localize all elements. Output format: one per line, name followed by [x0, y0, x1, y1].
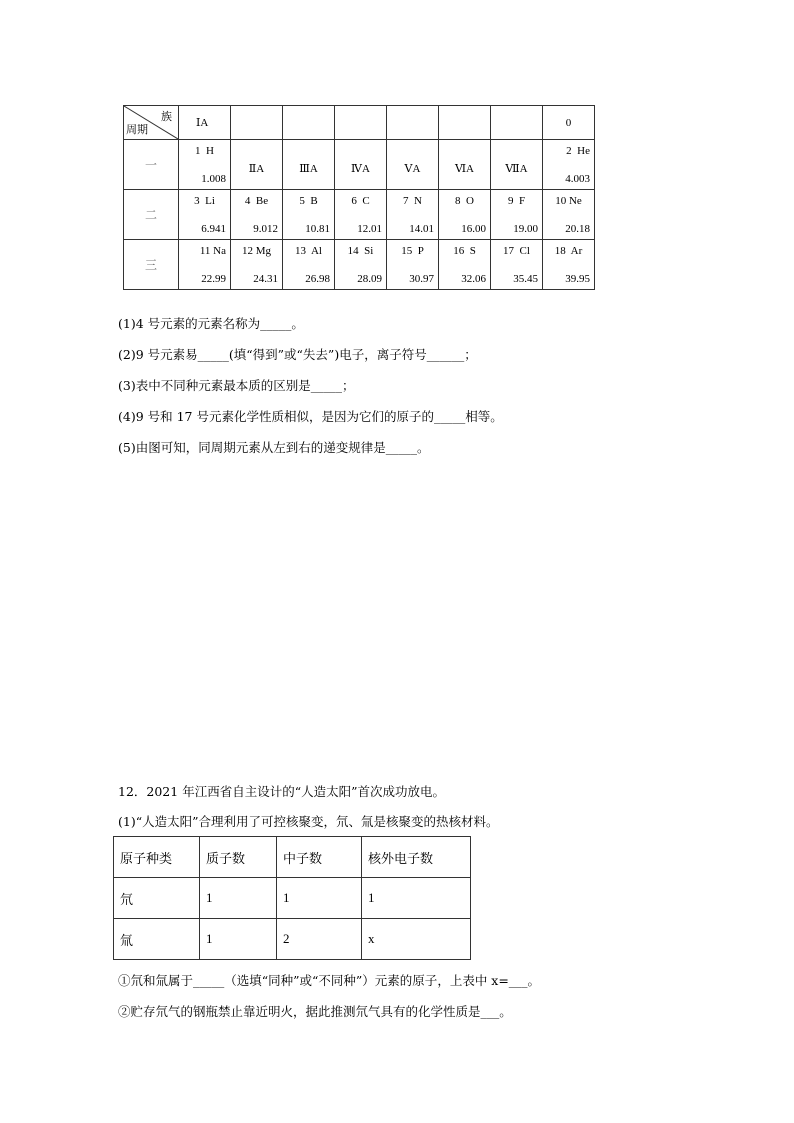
question-11-2: (2)9 号元素易_____(填“得到”或“失去”)电子，离子符号______； [118, 347, 477, 362]
group-header [439, 106, 491, 140]
element-cell [179, 140, 231, 190]
table-row [114, 919, 471, 960]
corner-group-label: 族 [161, 111, 172, 123]
group-cell [439, 140, 491, 190]
element-label: 17 Cl [503, 245, 530, 257]
question-12-item1: ①氘和氚属于_____（选填“同种”或“不同种”）元素的原子，上表中 x=___。 [118, 973, 541, 988]
element-label: 4 Be [244, 195, 269, 207]
isotope-table [113, 836, 471, 960]
element-cell [335, 190, 387, 240]
question-12-item2: ②贮存氘气的钢瓶禁止靠近明火，据此推测氘气具有的化学性质是___。 [118, 1004, 512, 1019]
element-label: 2 He [566, 145, 590, 157]
table-header-cell: 原子种类 [114, 837, 200, 878]
element-mass: 39.95 [565, 273, 590, 285]
element-label: 1 H [195, 145, 214, 157]
element-label: 5 B [299, 195, 318, 207]
element-mass: 1.008 [201, 173, 226, 185]
element-cell [179, 240, 231, 290]
group-label: ⅥA [454, 163, 474, 175]
element-label: 9 F [507, 195, 526, 207]
group-cell [283, 140, 335, 190]
element-label: 6 C [351, 195, 370, 207]
group-label: ⅢA [299, 163, 318, 175]
element-label: 16 S [453, 245, 476, 257]
question-12-sub1: (1)“人造太阳”合理利用了可控核聚变，氘、氚是核聚变的热核材料。 [118, 814, 499, 829]
group-header [491, 106, 543, 140]
element-cell [543, 240, 595, 290]
period-label: 三 [124, 240, 179, 290]
table-cell: 1 [200, 919, 277, 960]
element-mass: 32.06 [461, 273, 486, 285]
corner-period-label: 周期 [126, 124, 148, 136]
element-mass: 12.01 [357, 223, 382, 235]
group-cell [335, 140, 387, 190]
group-label: ⅦA [505, 163, 528, 175]
element-label: 3 Li [194, 195, 215, 207]
element-cell [491, 190, 543, 240]
element-label: 15 P [401, 245, 424, 257]
element-cell [387, 240, 439, 290]
element-mass: 24.31 [253, 273, 278, 285]
element-label: 11 Na [199, 245, 226, 257]
element-label: 8 O [455, 195, 474, 207]
element-label: 7 N [403, 195, 422, 207]
table-cell: 氘 [114, 878, 200, 919]
table-row [114, 878, 471, 919]
element-cell [543, 190, 595, 240]
element-cell [231, 240, 283, 290]
periodic-table [123, 105, 595, 290]
element-cell [543, 140, 595, 190]
group-header [283, 106, 335, 140]
table-cell: 1 [200, 878, 277, 919]
element-cell [335, 240, 387, 290]
question-11-1: (1)4 号元素的元素名称为_____。 [118, 316, 304, 331]
element-mass: 9.012 [253, 223, 278, 235]
table-cell: x [362, 919, 471, 960]
element-cell [439, 240, 491, 290]
element-cell [283, 240, 335, 290]
table-header-cell: 质子数 [200, 837, 277, 878]
table-cell: 氚 [114, 919, 200, 960]
period-label: 二 [124, 190, 179, 240]
element-cell [231, 190, 283, 240]
question-12-title: 12．2021 年江西省自主设计的“人造太阳”首次成功放电。 [118, 784, 445, 799]
group-header [231, 106, 283, 140]
group-cell [231, 140, 283, 190]
element-cell [283, 190, 335, 240]
element-cell [491, 240, 543, 290]
table-cell: 2 [277, 919, 362, 960]
element-mass: 20.18 [565, 223, 590, 235]
element-mass: 26.98 [305, 273, 330, 285]
table-header-cell: 中子数 [277, 837, 362, 878]
period-label: 一 [124, 140, 179, 190]
question-11-3: (3)表中不同种元素最本质的区别是_____； [118, 378, 355, 393]
table-header-cell: 核外电子数 [362, 837, 471, 878]
group-label: ⅣA [351, 163, 370, 175]
element-mass: 6.941 [201, 223, 226, 235]
element-mass: 4.003 [565, 173, 590, 185]
element-mass: 14.01 [409, 223, 434, 235]
group-label: ⅡA [248, 163, 265, 175]
group-cell [491, 140, 543, 190]
element-mass: 28.09 [357, 273, 382, 285]
group-cell [387, 140, 439, 190]
element-mass: 10.81 [305, 223, 330, 235]
element-label: 14 Si [347, 245, 374, 257]
group-header: 0 [543, 106, 595, 140]
table-corner-cell [124, 106, 179, 140]
table-cell: 1 [362, 878, 471, 919]
element-label: 10 Ne [555, 195, 582, 207]
element-label: 18 Ar [554, 245, 583, 257]
element-mass: 19.00 [513, 223, 538, 235]
question-11-5: (5)由图可知，同周期元素从左到右的递变规律是_____。 [118, 440, 430, 455]
element-cell [387, 190, 439, 240]
element-mass: 35.45 [513, 273, 538, 285]
group-label: ⅤA [404, 163, 421, 175]
table-header-row [114, 837, 471, 878]
element-label: 13 Al [295, 245, 322, 257]
element-mass: 30.97 [409, 273, 434, 285]
element-label: 12 Mg [241, 245, 272, 257]
question-11-4: (4)9 号和 17 号元素化学性质相似，是因为它们的原子的_____相等。 [118, 409, 503, 424]
group-header [335, 106, 387, 140]
element-cell [179, 190, 231, 240]
table-cell: 1 [277, 878, 362, 919]
element-cell [439, 190, 491, 240]
element-mass: 22.99 [201, 273, 226, 285]
group-header: ⅠA [179, 106, 231, 140]
element-mass: 16.00 [461, 223, 486, 235]
group-header [387, 106, 439, 140]
